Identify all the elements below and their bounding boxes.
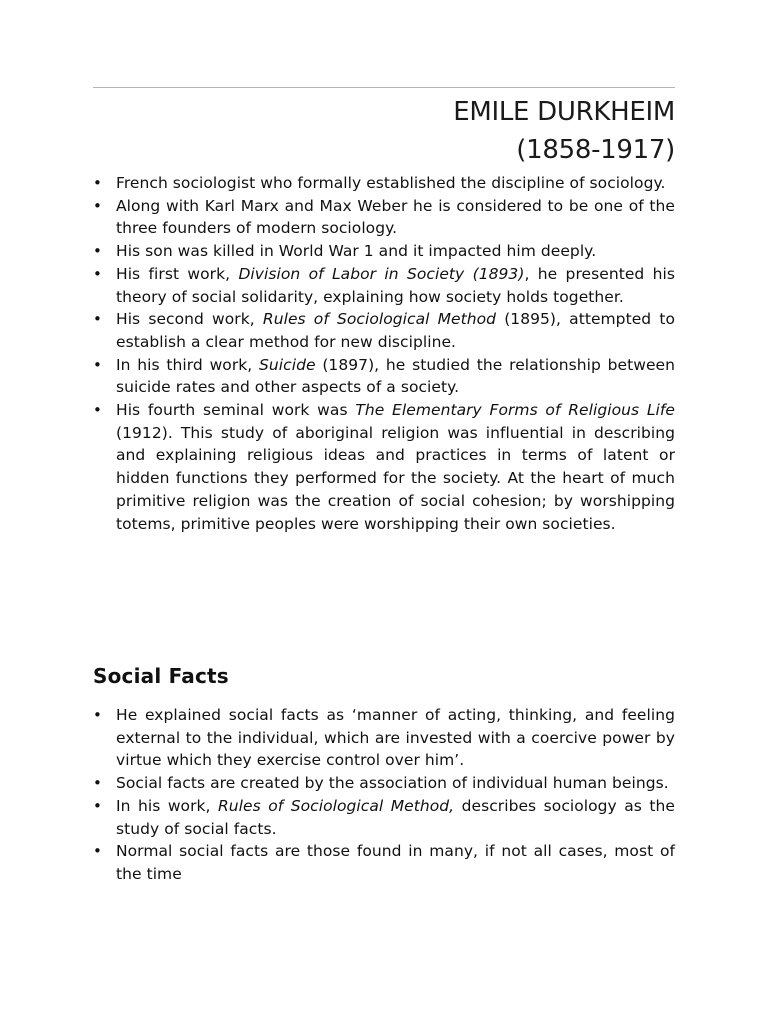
social-facts-list	[93, 704, 675, 886]
title-name: EMILE DURKHEIM	[453, 97, 675, 127]
bullet-icon: •	[93, 401, 102, 420]
bullet-icon: •	[93, 774, 102, 793]
list-item: • His first work, Division of Labor in Society (1893), he presented his theory of social solidarity, explaining how society holds together.	[93, 264, 676, 306]
list-item: • In his third work, Suicide (1897), he studied the relationship between suicide rates and other aspects of a society.	[93, 355, 675, 397]
bullet-icon: •	[93, 310, 102, 329]
bullet-icon: •	[93, 242, 102, 261]
section-heading: Social Facts	[93, 664, 229, 688]
list-item: • Normal social facts are those found in many, if not all cases, most of the time	[93, 842, 675, 883]
list-item: • He explained social facts as ‘manner of acting, thinking, and feeling external to the individual, which are invested with a coercive power by virtue which they exercise control over him’.	[93, 706, 675, 770]
bullet-icon: •	[93, 174, 102, 192]
bullet-icon: •	[93, 706, 102, 724]
list-item: • Along with Karl Marx and Max Weber he is considered to be one of the three founders of modern sociology.	[93, 196, 675, 238]
page-title	[93, 93, 675, 169]
bullet-icon: •	[93, 264, 102, 283]
header-rule	[93, 87, 675, 88]
list-item: • His second work, Rules of Sociological Method (1895), attempted to establish a clear method for new discipline.	[93, 310, 675, 351]
biography-list	[93, 172, 675, 535]
list-item: • His fourth seminal work was The Elementary Forms of Religious Life (1912). This study of aboriginal religion was influential in describing and explaining religious ideas and practices in terms of latent or hidden functions they performed for the society. At the heart of much primitive religion was the creation of social cohesion; by worshipping totems, primitive peoples were worshipping their own societies.	[93, 401, 675, 533]
bullet-icon: •	[93, 355, 102, 374]
list-item: • In his work, Rules of Sociological Method, describes sociology as the study of social facts.	[93, 796, 676, 838]
list-item: • French sociologist who formally established the discipline of sociology.	[93, 172, 675, 195]
bullet-icon: •	[93, 796, 102, 815]
list-item: • Social facts are created by the association of individual human beings.	[93, 772, 675, 795]
list-item: • His son was killed in World War 1 and it impacted him deeply.	[93, 240, 675, 263]
bullet-icon: •	[93, 196, 102, 215]
bullet-icon: •	[93, 842, 102, 861]
title-years: (1858-1917)	[516, 135, 675, 165]
